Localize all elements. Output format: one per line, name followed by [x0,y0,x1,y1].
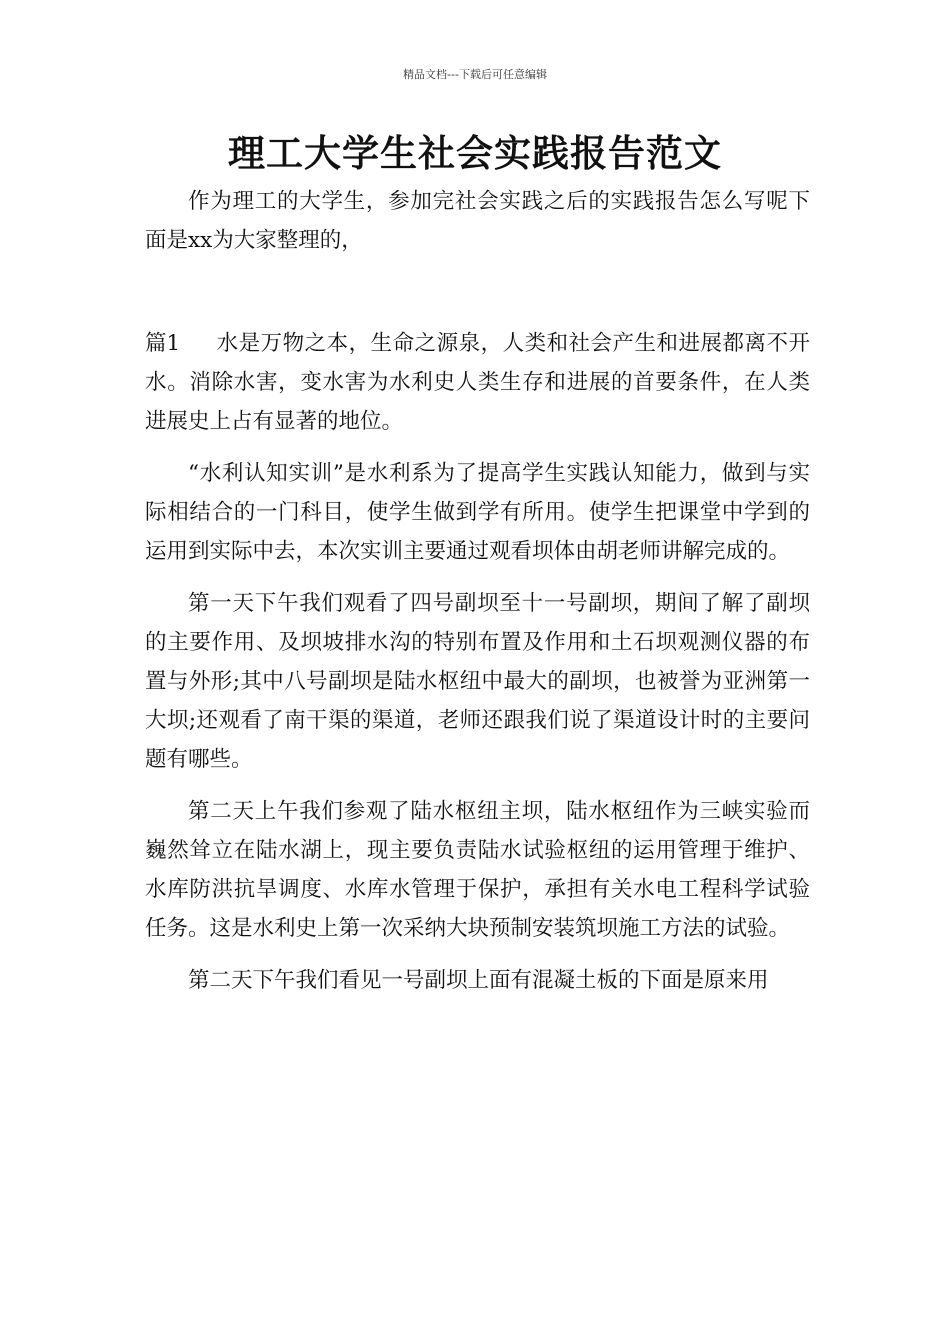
body-paragraph-4: 第二天下午我们看见一号副坝上面有混凝土板的下面是原来用 [188,968,769,993]
document-title: 理工大学生社会实践报告范文 [228,132,722,175]
section-label: 篇1 [145,331,181,356]
body-paragraph-3: 第二天上午我们参观了陆水枢纽主坝，陆水枢纽作为三峡实验而巍然耸立在陆水湖上，现主要负责陆水试验枢纽的运用管理于维护、水库防洪抗旱调度、水库水管理于保护，承担有关水电工程科学试验任务。这是水利史上第一次采纳大块预制安装筑坝施工方法的试验。 [145,799,810,941]
document-body [145,182,810,1013]
section-text: 水是万物之本，生命之源泉，人类和社会产生和进展都离不开水。消除水害，变水害为水利史人类生存和进展的首要条件，在人类进展史上占有显著的地位。 [145,331,810,434]
section-paragraph [145,324,810,441]
body-paragraph-1: “水利认知实训”是水利系为了提高学生实践认知能力，做到与实际相结合的一门科目，使学生做到学有所用。使学生把课堂中学到的运用到实际中去，本次实训主要通过观看坝体由胡老师讲解完成的。 [145,461,810,564]
body-paragraph-2: 第一天下午我们观看了四号副坝至十一号副坝，期间了解了副坝的主要作用、及坝坡排水沟的特别布置及作用和土石坝观测仪器的布置与外形;其中八号副坝是陆水枢纽中最大的副坝，也被誉为亚洲第一大坝;还观看了南干渠的渠道，老师还跟我们说了渠道设计时的主要问题有哪些。 [145,591,810,772]
header-note: 精品文档---下载后可任意编辑 [403,68,547,81]
intro-paragraph: 作为理工的大学生，参加完社会实践之后的实践报告怎么写呢下面是xx为大家整理的， [145,189,810,253]
